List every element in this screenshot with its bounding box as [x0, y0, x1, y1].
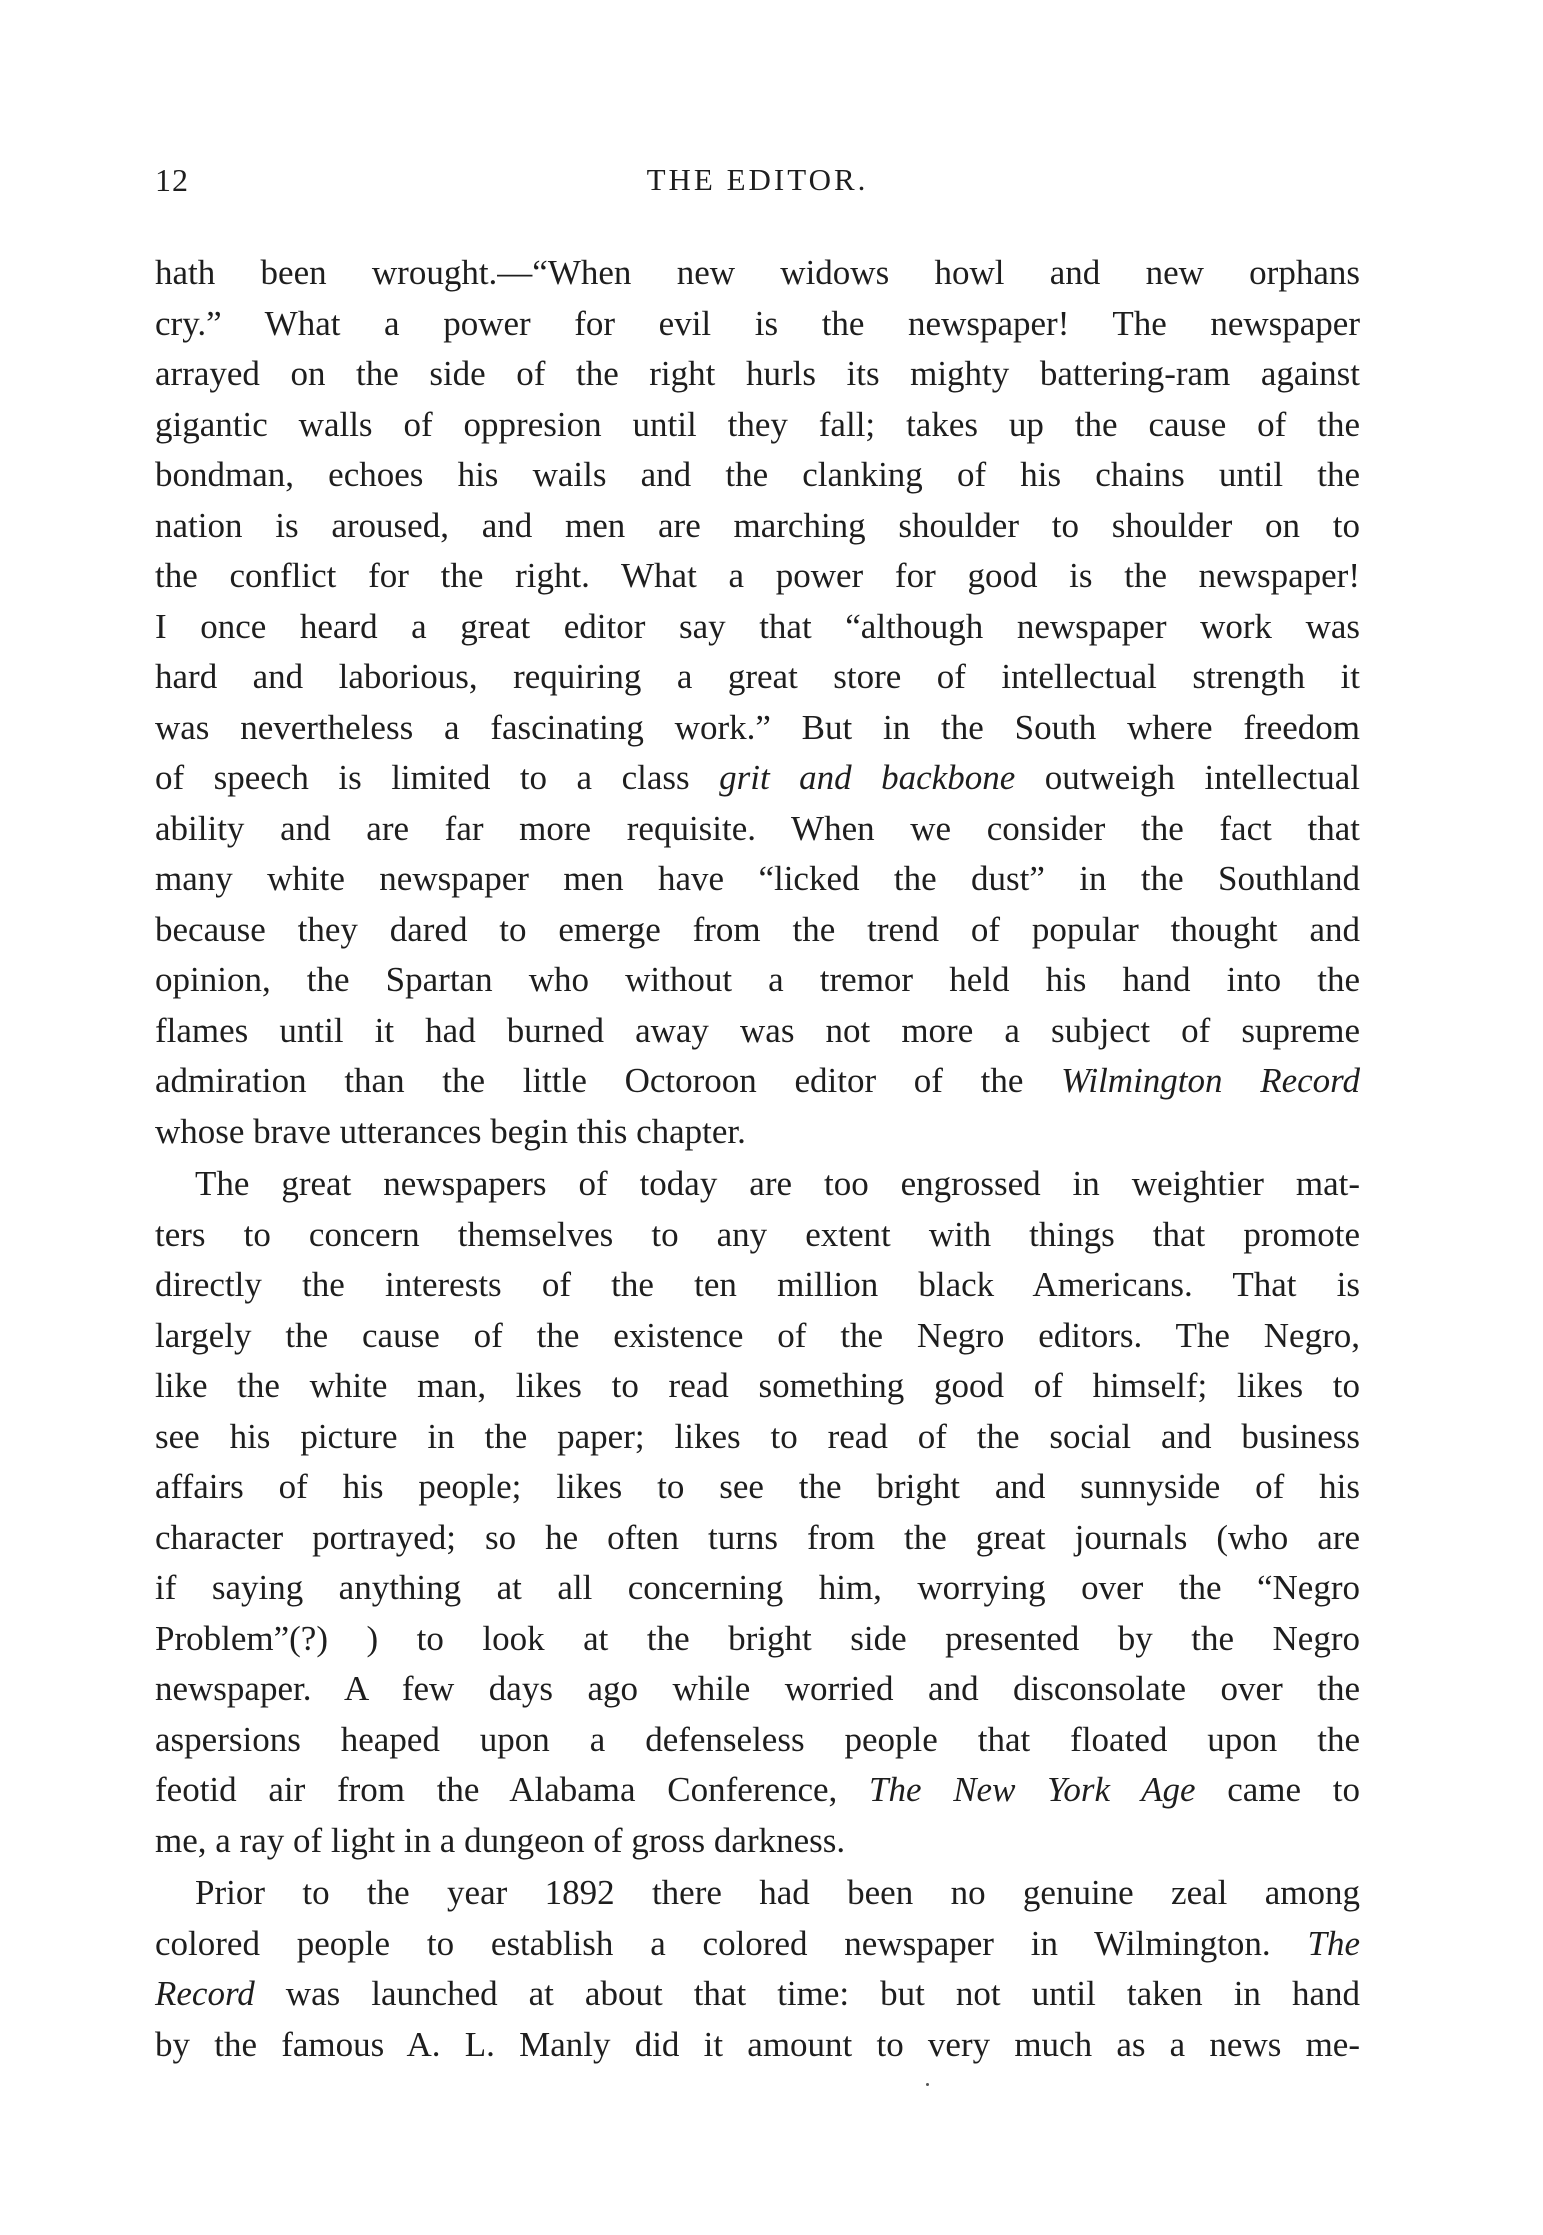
text-line: admiration than the little Octoroon editor of the Wilmington Record: [155, 1061, 1360, 1100]
text-line: because they dared to emerge from the trend of popular thought and: [155, 909, 1360, 949]
text-line: many white newspaper men have “licked the dust” in the Southland: [155, 859, 1360, 898]
paragraph: [155, 1868, 1360, 2070]
text-line: see his picture in the paper; likes to read of the social and business: [155, 1416, 1360, 1456]
text-line: I once heard a great editor say that “although newspaper work was: [155, 606, 1360, 646]
text-line: cry.” What a power for evil is the newspaper! The newspaper: [155, 303, 1360, 343]
text-line: whose brave utterances begin this chapter.: [155, 1111, 746, 1151]
text-line: me, a ray of light in a dungeon of gross darkness.: [155, 1820, 846, 1860]
text-line: if saying anything at all concerning him, worrying over the “Negro: [155, 1568, 1360, 1607]
running-head: THE EDITOR.: [646, 162, 869, 197]
text-line: hard and laborious, requiring a great store of intellectual strength it: [155, 657, 1360, 696]
text-line: character portrayed; so he often turns from the great journals (who are: [155, 1517, 1360, 1557]
text-line: was nevertheless a fascinating work.” But in the South where freedom: [155, 707, 1360, 747]
text-line: nation is aroused, and men are marching shoulder to shoulder on to: [155, 505, 1360, 545]
text-line: largely the cause of the existence of the Negro editors. The Negro,: [155, 1315, 1360, 1355]
text-line: aspersions heaped upon a defenseless people that floated upon the: [155, 1719, 1360, 1759]
text-line: of speech is limited to a class grit and backbone outweigh intellectual: [155, 758, 1360, 797]
text-line: ters to concern themselves to any extent with things that promote: [155, 1214, 1360, 1254]
text-line: Record was launched at about that time: but not until taken in hand: [155, 1974, 1360, 2013]
text-line: like the white man, likes to read something good of himself; likes to: [155, 1366, 1360, 1405]
text-line: bondman, echoes his wails and the clanking of his chains until the: [155, 455, 1360, 494]
text-line: ability and are far more requisite. When we consider the fact that: [155, 808, 1360, 848]
text-line: arrayed on the side of the right hurls its mighty battering-ram against: [155, 354, 1360, 393]
text-line: affairs of his people; likes to see the bright and sunnyside of his: [155, 1467, 1360, 1506]
text-line: Problem”(?) ) to look at the bright side presented by the Negro: [155, 1618, 1360, 1658]
text-line: The great newspapers of today are too engrossed in weightier mat-: [195, 1164, 1360, 1203]
text-line: feotid air from the Alabama Conference, The New York Age came to: [155, 1770, 1360, 1809]
body-text: [155, 248, 1360, 2070]
text-line: Prior to the year 1892 there had been no genuine zeal among: [195, 1873, 1360, 1912]
text-line: colored people to establish a colored newspaper in Wilmington. The: [155, 1923, 1360, 1963]
text-line: opinion, the Spartan who without a tremor held his hand into the: [155, 960, 1360, 999]
text-line: gigantic walls of oppresion until they fall; takes up the cause of the: [155, 404, 1360, 444]
page-header: [155, 162, 1360, 212]
text-line: directly the interests of the ten million black Americans. That is: [155, 1265, 1360, 1304]
text-line: newspaper. A few days ago while worried and disconsolate over the: [155, 1669, 1360, 1708]
text-line: flames until it had burned away was not more a subject of supreme: [155, 1010, 1360, 1050]
text-line: hath been wrought.—“When new widows howl and new orphans: [155, 253, 1360, 292]
text-line: by the famous A. L. Manly did it amount to very much as a news me-: [155, 2024, 1360, 2064]
paragraph: [155, 1159, 1360, 1866]
page-number: 12: [155, 162, 189, 198]
text-line: the conflict for the right. What a power for good is the newspaper!: [155, 556, 1360, 595]
print-speck: [926, 2083, 929, 2086]
paragraph: [155, 248, 1360, 1157]
